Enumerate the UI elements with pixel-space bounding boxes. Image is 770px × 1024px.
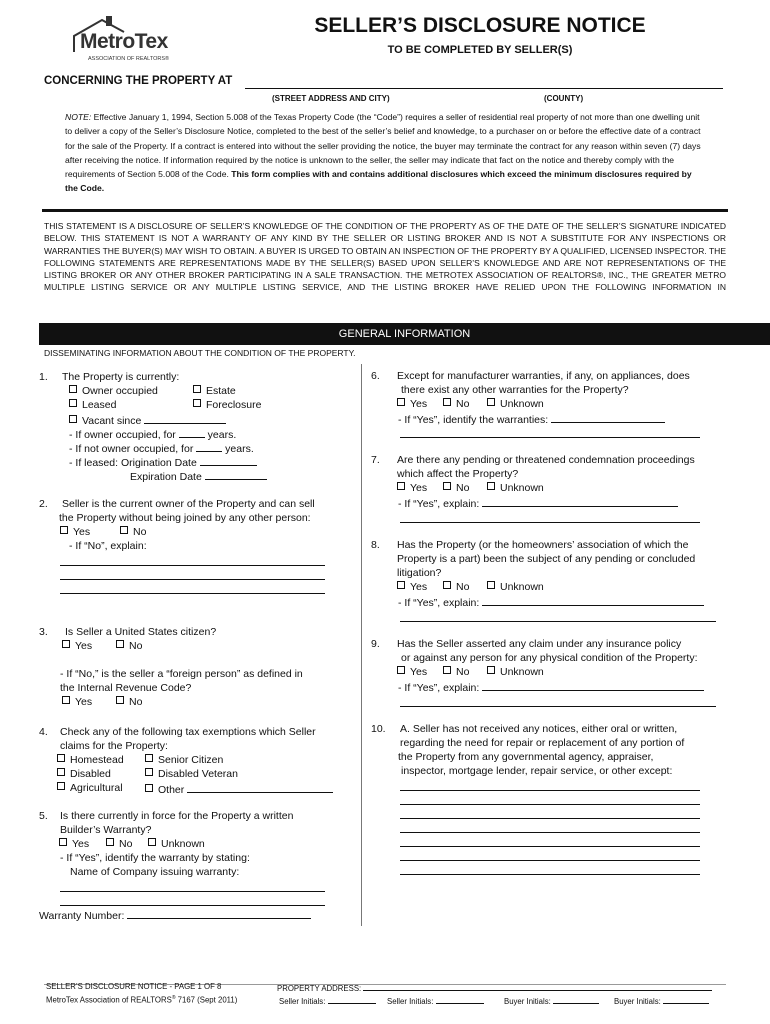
checkbox[interactable] <box>59 838 67 846</box>
q10-line1: A. Seller has not received any notices, either oral or written, <box>400 723 678 735</box>
q1-owner-occupied[interactable]: Owner occupied <box>69 384 158 398</box>
page-subtitle: TO BE COMPLETED BY SELLER(S) <box>387 44 573 56</box>
q3-if-no-2: the Internal Revenue Code? <box>60 682 192 694</box>
footer-assoc: MetroTex Association of REALTORS® 7167 (Sept 2011) <box>46 995 238 1005</box>
q1-if-not-owner: - If not owner occupied, for years. <box>69 440 254 456</box>
q4-homestead[interactable]: Homestead <box>57 753 124 767</box>
metrotex-logo <box>62 14 212 76</box>
checkbox[interactable] <box>443 666 451 674</box>
q10-lines[interactable] <box>400 777 700 875</box>
q5-line1: Is there currently in force for the Property a written <box>60 810 294 822</box>
section-subtitle: DISSEMINATING INFORMATION ABOUT THE CONDITION OF THE PROPERTY. <box>44 348 356 358</box>
checkbox[interactable] <box>62 640 70 648</box>
q8-unknown[interactable]: Unknown <box>487 580 544 594</box>
checkbox[interactable] <box>487 482 495 490</box>
q6-warranties-field[interactable] <box>551 411 665 423</box>
checkbox[interactable] <box>106 838 114 846</box>
q5-line2: Builder’s Warranty? <box>60 824 152 836</box>
checkbox[interactable] <box>57 754 65 762</box>
logo-subtitle: ASSOCIATION OF REALTORS® <box>88 56 170 62</box>
q2-line1: Seller is the current owner of the Property and can sell <box>62 498 315 510</box>
checkbox[interactable] <box>62 696 70 704</box>
checkbox[interactable] <box>397 666 405 674</box>
checkbox[interactable] <box>116 696 124 704</box>
q8-line3: litigation? <box>397 567 442 579</box>
checkbox[interactable] <box>60 526 68 534</box>
other-exemption-field[interactable] <box>187 781 333 793</box>
footer-property-address: PROPERTY ADDRESS: <box>277 982 712 993</box>
q4-senior[interactable]: Senior Citizen <box>145 753 223 767</box>
q5-if-yes: - If “Yes”, identify the warranty by stating: <box>60 852 250 864</box>
q6-number: 6. <box>371 370 380 382</box>
checkbox[interactable] <box>69 385 77 393</box>
footer-buyer-initials-2: Buyer Initials: <box>614 995 709 1006</box>
checkbox[interactable] <box>443 398 451 406</box>
q7-no[interactable]: No <box>443 481 469 495</box>
checkbox[interactable] <box>487 666 495 674</box>
q10-line4: inspector, mortgage lender, repair service, or other except: <box>401 765 673 777</box>
note-body: Effective January 1, 1994, Section 5.008 of the Texas Property Code (the “Code”) requires a seller of residential real property of not more than one dwelling unit to deliver a copy of the Seller’s Disclosure Notice, completed to the best of the seller’s belief and knowledge, to a purchaser on or before the effective date of a contract for the sale of the Property. If a contract is entered into without the seller providing the notice, the buyer may terminate the contract for any reason within seven (7) days after receiving the notice. If information required by the notice is unknown to the seller, the seller may indicate that fact on the notice and thereby comply with the requirements of Section 5.008 of the Code. <box>65 112 701 180</box>
checkbox[interactable] <box>193 399 201 407</box>
checkbox[interactable] <box>193 385 201 393</box>
q5-unknown[interactable]: Unknown <box>148 837 205 851</box>
q1-foreclosure[interactable]: Foreclosure <box>193 398 261 412</box>
checkbox[interactable] <box>120 526 128 534</box>
q6-lines[interactable] <box>400 424 700 438</box>
q3-number: 3. <box>39 626 48 638</box>
q10-number: 10. <box>371 723 386 735</box>
q6-unknown[interactable]: Unknown <box>487 397 544 411</box>
q7-line1: Are there any pending or threatened condemnation proceedings <box>397 454 695 466</box>
checkbox[interactable] <box>148 838 156 846</box>
origination-date-field[interactable] <box>200 454 257 466</box>
q3-foreign-yes[interactable]: Yes <box>62 695 92 709</box>
q8-number: 8. <box>371 539 380 551</box>
q6-if-yes: - If “Yes”, identify the warranties: <box>398 411 665 427</box>
q9-no[interactable]: No <box>443 665 469 679</box>
checkbox[interactable] <box>69 399 77 407</box>
q3-if-no-1: - If “No,” is the seller a “foreign person” as defined in <box>60 668 303 680</box>
q7-explain-field[interactable] <box>482 495 678 507</box>
q6-line1: Except for manufacturer warranties, if any, on appliances, does <box>397 370 690 382</box>
q1-if-owner: - If owner occupied, for years. <box>69 426 236 442</box>
q1-vacant[interactable]: Vacant since <box>69 412 226 428</box>
q1-estate[interactable]: Estate <box>193 384 236 398</box>
q4-agricultural[interactable]: Agricultural <box>57 781 123 795</box>
q9-number: 9. <box>371 638 380 650</box>
seller-initials-field[interactable] <box>436 995 484 1004</box>
q8-explain-field[interactable] <box>482 594 704 606</box>
q4-line2: claims for the Property: <box>60 740 168 752</box>
divider <box>42 209 728 212</box>
q7-number: 7. <box>371 454 380 466</box>
footer-seller-initials-1: Seller Initials: <box>279 995 376 1006</box>
q8-line2: Property is a part) been the subject of any pending or concluded <box>397 553 696 565</box>
checkbox[interactable] <box>397 581 405 589</box>
checkbox[interactable] <box>145 768 153 776</box>
q5-company: Name of Company issuing warranty: <box>70 866 240 878</box>
disclosure-statement: THIS STATEMENT IS A DISCLOSURE OF SELLER’S KNOWLEDGE OF THE CONDITION OF THE PROPERTY AS OF THE DATE OF THE SELLER’S SIGNATURE INDICATED BELOW. THIS STATEMENT IS NOT A WARRANTY OF ANY KIND BY THE SELLER OR LISTING BROKER AND IS NOT A SUBSTITUTE FOR ANY INSPECTIONS OR WARRANTIES THE BUYER(S) MAY WISH TO OBTAIN. A BUYER IS URGED TO OBTAIN AN INSPECTION OF THE PROPERTY BY A QUALIFIED, LICENSED INSPECTOR. THE FOLLOWING STATEMENTS ARE REPRESENTATIONS MADE BY THE SELLER(S) BASED UPON SELLER’S KNOWLEDGE AND ARE NOT REPRESENTATIONS OF THE LISTING BROKER OR ANY OTHER BROKER PARTICIPATING IN A SALE TRANSACTION. THE METROTEX ASSOCIATION OF REALTORS®, INC., THE GREATER METRO MULTIPLE LISTING SERVICE OR ANY MULTIPLE LISTING SERVICE, AND THE LISTING BROKER HAVE RELIED UPON THE FOLLOWING INFORMATION IN <box>44 221 726 293</box>
q4-disabled-veteran[interactable]: Disabled Veteran <box>145 767 238 781</box>
checkbox[interactable] <box>397 398 405 406</box>
q9-lines[interactable] <box>400 693 716 707</box>
checkbox[interactable] <box>487 398 495 406</box>
q1-if-leased: - If leased: Origination Date <box>69 454 257 470</box>
q2-if-no: - If “No”, explain: <box>69 540 147 552</box>
logo-name: MetroTex <box>80 30 168 53</box>
q7-unknown[interactable]: Unknown <box>487 481 544 495</box>
q2-no[interactable]: No <box>120 525 146 539</box>
q6-no[interactable]: No <box>443 397 469 411</box>
q2-number: 2. <box>39 498 48 510</box>
q5-number: 5. <box>39 810 48 822</box>
checkbox[interactable] <box>145 754 153 762</box>
q1-leased[interactable]: Leased <box>69 398 116 412</box>
concerning-label: CONCERNING THE PROPERTY AT <box>44 75 233 87</box>
q5-warranty-number: Warranty Number: <box>39 907 311 923</box>
owner-years-field[interactable] <box>179 426 205 438</box>
checkbox[interactable] <box>69 415 77 423</box>
q1-expiration: Expiration Date <box>130 468 267 484</box>
expiration-date-field[interactable] <box>205 468 267 480</box>
not-owner-years-field[interactable] <box>196 440 222 452</box>
q3-no[interactable]: No <box>116 639 142 653</box>
checkbox[interactable] <box>57 768 65 776</box>
q10-line3: the Property from any governmental agency, appraiser, <box>398 751 654 763</box>
q9-line2: or against any person for any physical condition of the Property: <box>401 652 698 664</box>
column-divider <box>361 364 362 926</box>
footer-address-field[interactable] <box>363 982 712 991</box>
q4-line1: Check any of the following tax exemptions which Seller <box>60 726 316 738</box>
section-header: GENERAL INFORMATION <box>39 323 770 345</box>
buyer-initials-field[interactable] <box>553 995 599 1004</box>
vacant-since-field[interactable] <box>144 412 226 424</box>
checkbox[interactable] <box>145 784 153 792</box>
street-address-label: (STREET ADDRESS AND CITY) <box>272 94 390 103</box>
q1-text: The Property is currently: <box>62 371 180 383</box>
q9-explain-field[interactable] <box>482 679 704 691</box>
buyer-initials-field[interactable] <box>663 995 709 1004</box>
checkbox[interactable] <box>443 482 451 490</box>
page-title: SELLER’S DISCLOSURE NOTICE <box>314 14 646 37</box>
county-label: (COUNTY) <box>544 94 584 103</box>
q7-lines[interactable] <box>400 509 700 523</box>
checkbox[interactable] <box>57 782 65 790</box>
q8-lines[interactable] <box>400 608 716 622</box>
q2-line2: the Property without being joined by any other person: <box>59 512 311 524</box>
checkbox[interactable] <box>116 640 124 648</box>
q10-line2: regarding the need for repair or replacement of any portion of <box>400 737 685 749</box>
checkbox[interactable] <box>487 581 495 589</box>
checkbox[interactable] <box>443 581 451 589</box>
seller-initials-field[interactable] <box>328 995 376 1004</box>
q1-number: 1. <box>39 371 48 383</box>
q9-yes[interactable]: Yes <box>397 665 427 679</box>
q6-line2: there exist any other warranties for the Property? <box>401 384 629 396</box>
q5-yes[interactable]: Yes <box>59 837 89 851</box>
q2-yes[interactable]: Yes <box>60 525 90 539</box>
q4-other[interactable]: Other <box>145 781 333 797</box>
footer-seller-initials-2: Seller Initials: <box>387 995 484 1006</box>
q5-company-lines[interactable] <box>60 878 325 906</box>
q3-foreign-no[interactable]: No <box>116 695 142 709</box>
q9-line1: Has the Seller asserted any claim under any insurance policy <box>397 638 682 650</box>
q4-number: 4. <box>39 726 48 738</box>
q8-yes[interactable]: Yes <box>397 580 427 594</box>
q9-unknown[interactable]: Unknown <box>487 665 544 679</box>
q7-if-yes: - If “Yes”, explain: <box>398 495 678 511</box>
property-address-field[interactable] <box>245 88 723 89</box>
q3-yes[interactable]: Yes <box>62 639 92 653</box>
q8-line1: Has the Property (or the homeowners’ association of which the <box>397 539 689 551</box>
q8-no[interactable]: No <box>443 580 469 594</box>
q7-line2: which affect the Property? <box>397 468 519 480</box>
warranty-number-field[interactable] <box>127 907 311 919</box>
q4-disabled[interactable]: Disabled <box>57 767 111 781</box>
q8-if-yes: - If “Yes”, explain: <box>398 594 704 610</box>
note-prefix: NOTE: <box>65 112 92 122</box>
q3-text: Is Seller a United States citizen? <box>65 626 217 638</box>
note-paragraph <box>65 110 705 196</box>
checkbox[interactable] <box>397 482 405 490</box>
q5-no[interactable]: No <box>106 837 132 851</box>
q7-yes[interactable]: Yes <box>397 481 427 495</box>
footer-page: SELLER’S DISCLOSURE NOTICE - PAGE 1 OF 8 <box>46 982 222 991</box>
q9-if-yes: - If “Yes”, explain: <box>398 679 704 695</box>
q2-explain-lines[interactable] <box>60 552 325 594</box>
footer-buyer-initials-1: Buyer Initials: <box>504 995 599 1006</box>
q6-yes[interactable]: Yes <box>397 397 427 411</box>
note-bold: This form complies with and contains additional disclosures which exceed the minimum disclosures required by the Code. <box>65 169 692 194</box>
